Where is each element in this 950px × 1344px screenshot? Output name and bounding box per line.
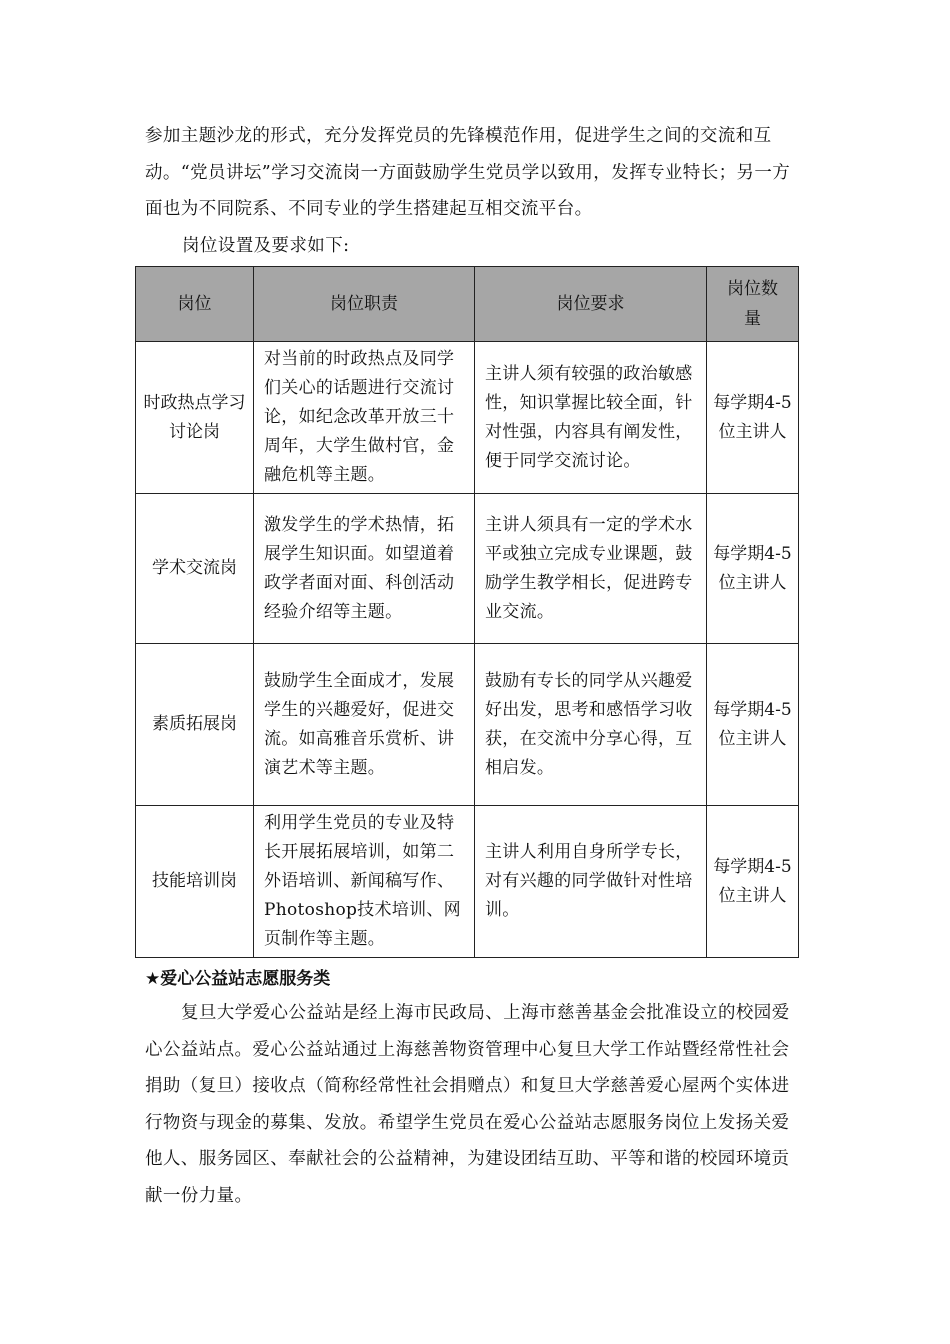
table-row: [136, 644, 799, 806]
row-count: 每学期4-5位主讲人: [707, 494, 799, 644]
row-post: 时政热点学习讨论岗: [136, 342, 254, 494]
row-requirement: 主讲人须有较强的政治敏感性，知识掌握比较全面，针对性强，内容具有阐发性，便于同学交流讨论。: [475, 342, 707, 494]
row-count: 每学期4-5位主讲人: [707, 644, 799, 806]
table-row: [136, 806, 799, 958]
table-header-row: [136, 267, 799, 342]
header-requirement: 岗位要求: [475, 267, 707, 342]
row-duty: 对当前的时政热点及同学们关心的话题进行交流讨论，如纪念改革开放三十周年，大学生做村官，金融危机等主题。: [254, 342, 475, 494]
positions-table: [135, 266, 799, 958]
row-requirement: 主讲人利用自身所学专长，对有兴趣的同学做针对性培训。: [475, 806, 707, 958]
row-duty: 激发学生的学术热情，拓展学生知识面。如望道着政学者面对面、科创活动经验介绍等主题。: [254, 494, 475, 644]
row-requirement: 主讲人须具有一定的学术水平或独立完成专业课题，鼓励学生教学相长，促进跨专业交流。: [475, 494, 707, 644]
section-paragraph: 复旦大学爱心公益站是经上海市民政局、上海市慈善基金会批准设立的校园爱心公益站点。爱心公益站通过上海慈善物资管理中心复旦大学工作站暨经常性社会捐助（复旦）接收点（简称经常性社会捐赠点）和复旦大学慈善爱心屋两个实体进行物资与现金的募集、发放。希望学生党员在爱心公益站志愿服务岗位上发扬关爱他人、服务园区、奉献社会的公益精神，为建设团结互助、平等和谐的校园环境贡献一份力量。: [145, 1003, 790, 1206]
row-duty: 利用学生党员的专业及特长开展拓展培训，如第二外语培训、新闻稿写作、Photoshop技术培训、网页制作等主题。: [254, 806, 475, 958]
section-heading: ★爱心公益站志愿服务类: [145, 969, 331, 989]
row-count: 每学期4-5位主讲人: [707, 342, 799, 494]
row-post: 学术交流岗: [136, 494, 254, 644]
table-intro: 岗位设置及要求如下:: [182, 236, 350, 256]
row-post: 技能培训岗: [136, 806, 254, 958]
header-duty: 岗位职责: [254, 267, 475, 342]
header-count: 岗位数量: [707, 267, 799, 342]
table-row: [136, 342, 799, 494]
row-count: 每学期4-5位主讲人: [707, 806, 799, 958]
table-row: [136, 494, 799, 644]
header-post: 岗位: [136, 267, 254, 342]
row-duty: 鼓励学生全面成才，发展学生的兴趣爱好，促进交流。如高雅音乐赏析、讲演艺术等主题。: [254, 644, 475, 806]
row-post: 素质拓展岗: [136, 644, 254, 806]
row-requirement: 鼓励有专长的同学从兴趣爱好出发，思考和感悟学习收获，在交流中分享心得，互相启发。: [475, 644, 707, 806]
intro-paragraph: 参加主题沙龙的形式，充分发挥党员的先锋模范作用，促进学生之间的交流和互动。“党员讲坛”学习交流岗一方面鼓励学生党员学以致用，发挥专业特长；另一方面也为不同院系、不同专业的学生搭建起互相交流平台。: [145, 126, 791, 219]
